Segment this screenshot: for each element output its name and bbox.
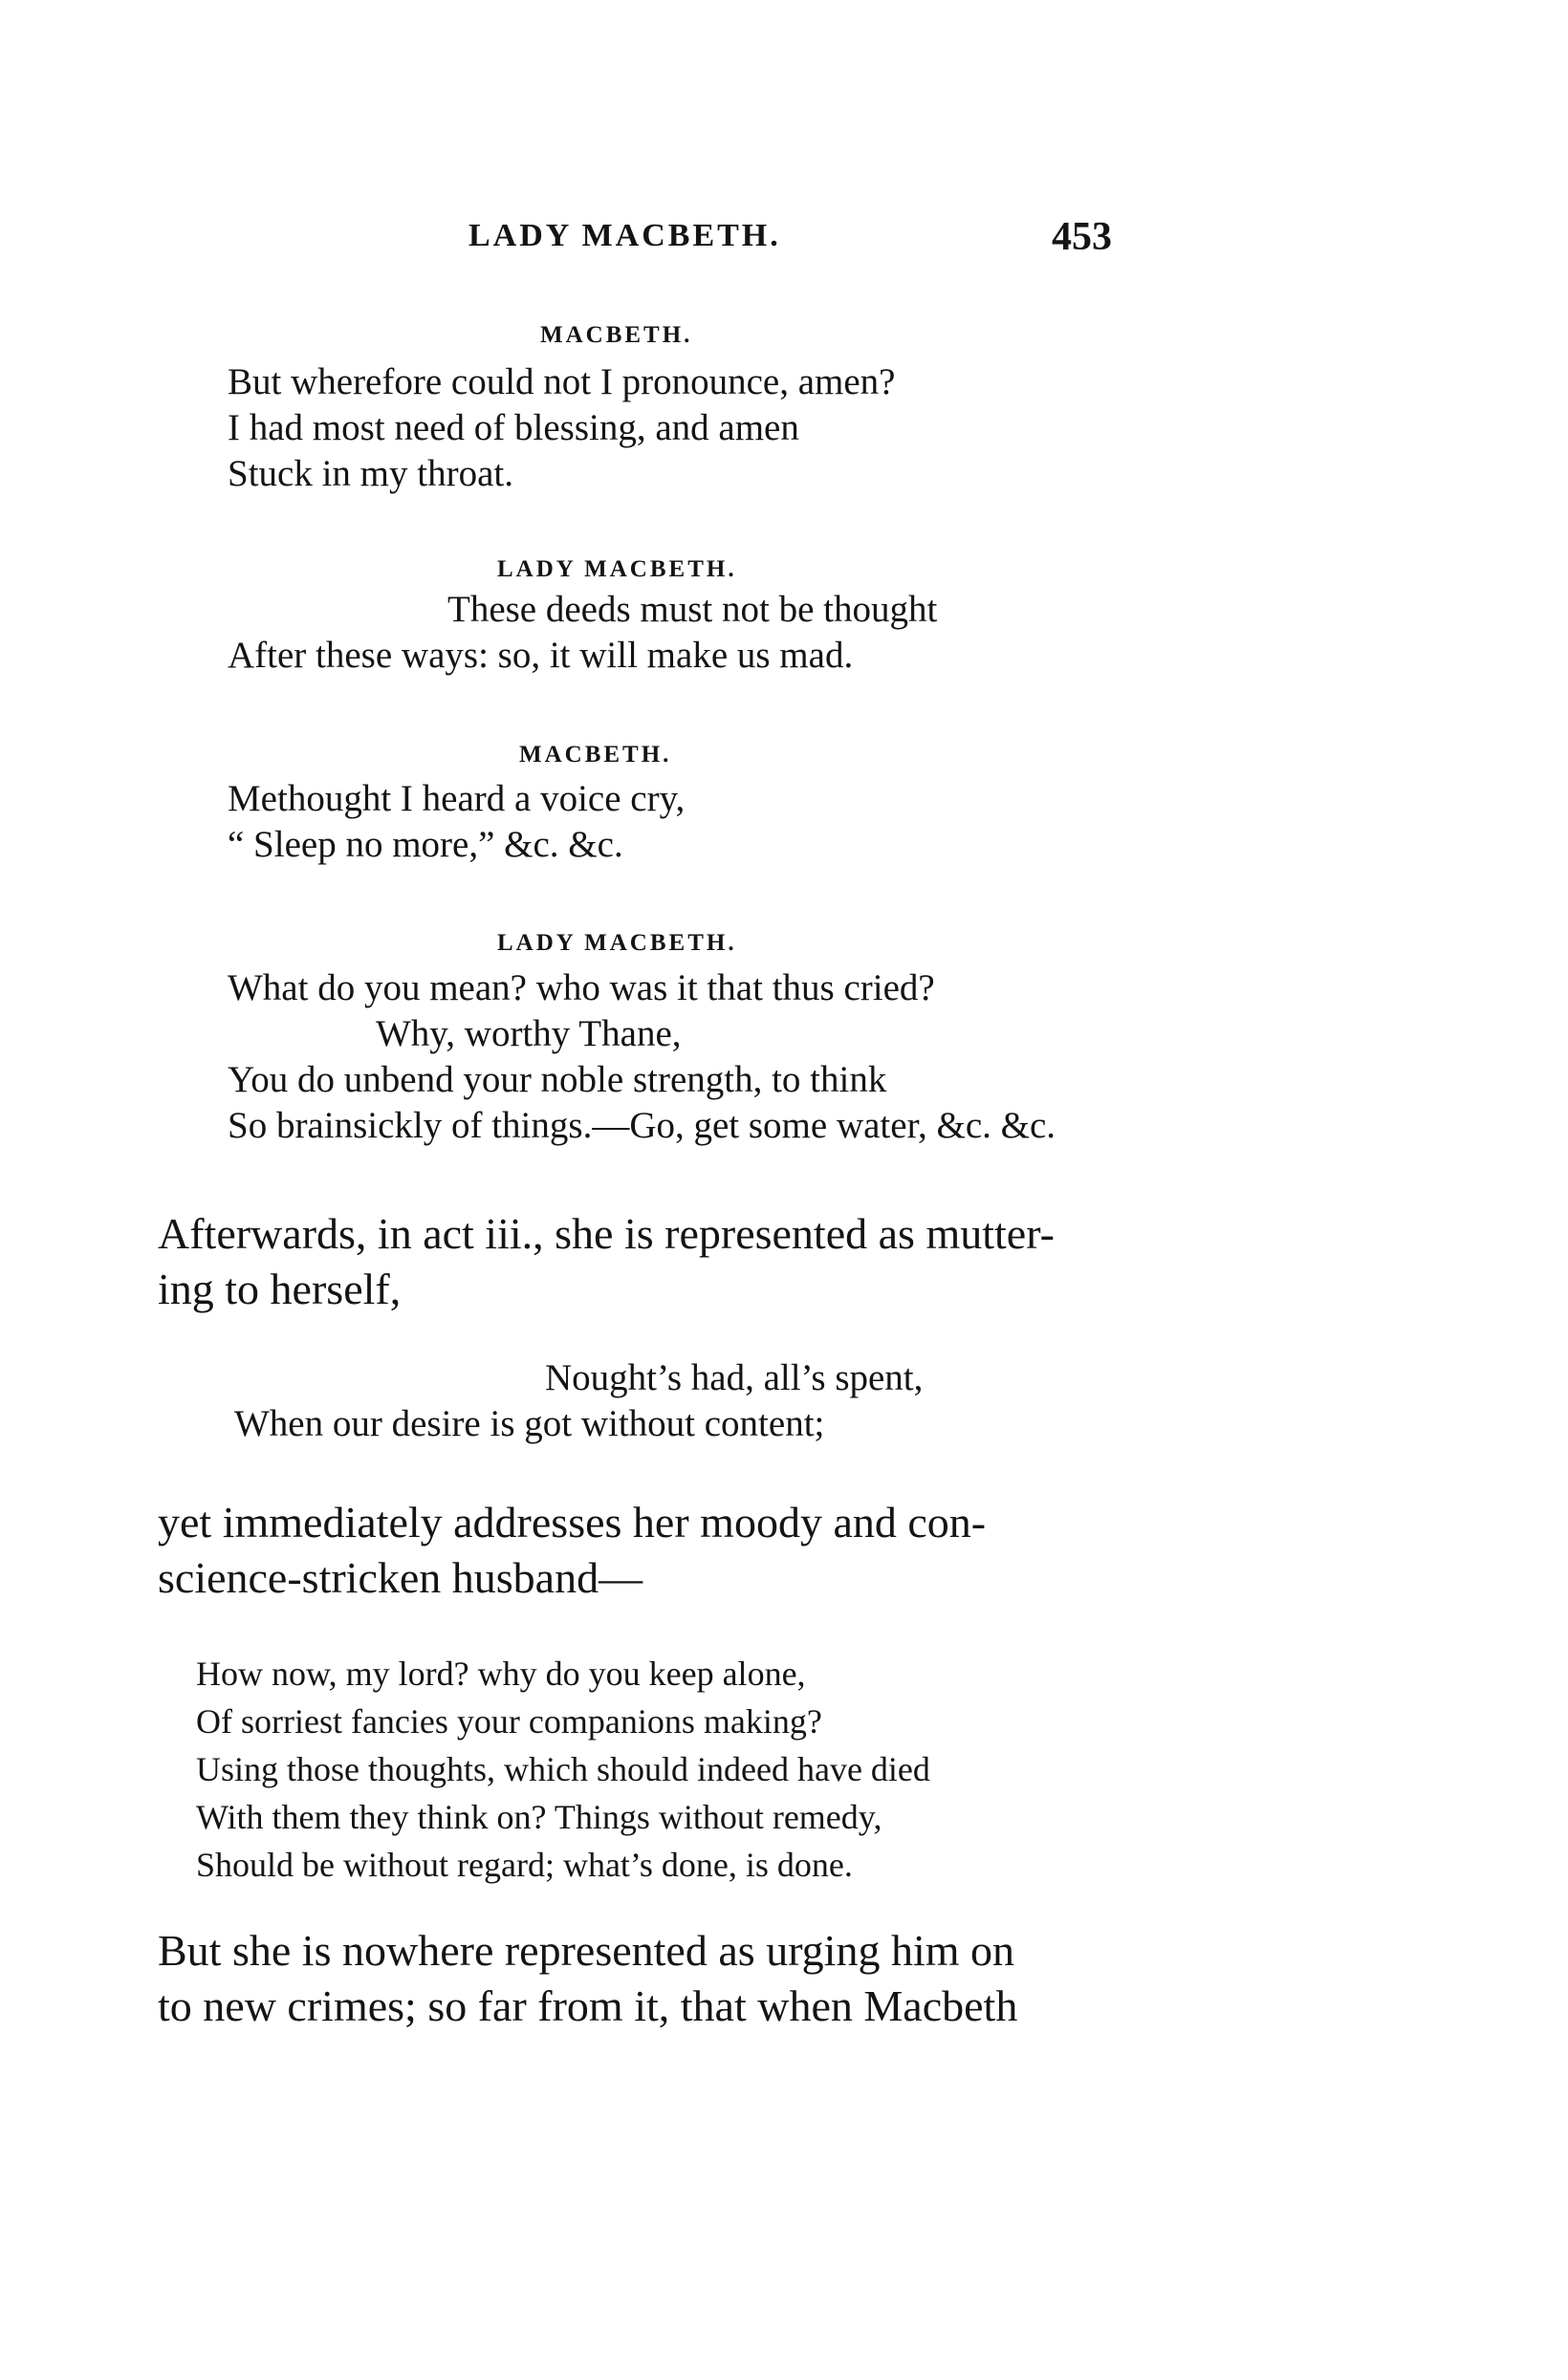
running-title: LADY MACBETH.	[468, 218, 781, 253]
word: Macbeth	[863, 1981, 1018, 2030]
prose-line-justified	[158, 1923, 1123, 1979]
word: so	[427, 1981, 468, 2030]
verse-line: So brainsickly of things.—Go, get some water, &c. &c.	[228, 1105, 1056, 1146]
verse-line: But wherefore could not I pronounce, amen?	[228, 361, 896, 402]
word: it,	[634, 1981, 670, 2030]
word: nowhere	[341, 1926, 494, 1975]
word: far	[477, 1981, 527, 2030]
verse-line: Stuck in my throat.	[228, 453, 513, 494]
word: is	[301, 1926, 332, 1975]
word: that	[680, 1981, 747, 2030]
word: addresses	[453, 1498, 622, 1547]
speaker-macbeth-2: MACBETH.	[519, 742, 672, 768]
word: from	[537, 1981, 623, 2030]
verse-line: Should be without regard; what’s done, is done.	[196, 1846, 853, 1884]
word: when	[757, 1981, 853, 2030]
word: yet	[158, 1498, 212, 1547]
verse-block-1	[228, 359, 896, 497]
word: and	[833, 1498, 897, 1547]
word: she	[231, 1926, 292, 1975]
page-number: 453	[1052, 215, 1112, 259]
verse-block-4	[228, 965, 1056, 1149]
prose-line-justified	[158, 1495, 1128, 1550]
page-header	[0, 215, 1568, 266]
verse-line: These deeds must not be thought	[447, 589, 938, 630]
word: on	[970, 1926, 1015, 1975]
prose-line: ing to herself,	[158, 1265, 402, 1313]
word: new	[203, 1981, 276, 2030]
quote-block-2	[196, 1650, 930, 1889]
word: him	[890, 1926, 960, 1975]
word: to	[158, 1981, 192, 2030]
prose-paragraph-3	[158, 1923, 1123, 2034]
verse-line: You do unbend your noble strength, to think	[228, 1059, 887, 1100]
verse-line: Of sorriest fancies your companions making?	[196, 1702, 822, 1741]
verse-line: Methought I heard a voice cry,	[228, 778, 686, 819]
verse-line: Nought’s had, all’s spent,	[545, 1357, 924, 1398]
word: But	[158, 1926, 222, 1975]
verse-line: Using those thoughts, which should indeed have died	[196, 1750, 930, 1788]
prose-paragraph-2	[158, 1495, 1128, 1606]
speaker-lady-macbeth-2: LADY MACBETH.	[497, 930, 737, 956]
prose-line: Afterwards, in act iii., she is represented as mutter-	[158, 1209, 1055, 1258]
speaker-macbeth-1: MACBETH.	[540, 322, 693, 348]
verse-line: With them they think on? Things without remedy,	[196, 1798, 882, 1836]
word: her	[632, 1498, 689, 1547]
verse-line: “ Sleep no more,” &c. &c.	[228, 824, 623, 865]
speaker-lady-macbeth-1: LADY MACBETH.	[497, 556, 737, 582]
word: represented	[504, 1926, 708, 1975]
verse-line: What do you mean? who was it that thus cried?	[228, 967, 935, 1008]
quote-block-1	[234, 1355, 923, 1447]
prose-line: science-stricken husband—	[158, 1553, 643, 1602]
verse-line: When our desire is got without content;	[234, 1403, 825, 1444]
verse-line: After these ways: so, it will make us mad.	[228, 635, 854, 676]
verse-block-2	[228, 587, 937, 679]
verse-block-3	[228, 776, 685, 868]
verse-line: I had most need of blessing, and amen	[228, 407, 799, 448]
word: immediately	[222, 1498, 443, 1547]
verse-line: Why, worthy Thane,	[376, 1013, 682, 1054]
word: con-	[907, 1498, 987, 1547]
word: crimes;	[287, 1981, 417, 2030]
word: moody	[700, 1498, 822, 1547]
word: as	[718, 1926, 755, 1975]
verse-line: How now, my lord? why do you keep alone,	[196, 1655, 806, 1693]
word: urging	[766, 1926, 881, 1975]
prose-line-justified	[158, 1979, 1123, 2034]
prose-paragraph-1	[158, 1206, 1143, 1317]
